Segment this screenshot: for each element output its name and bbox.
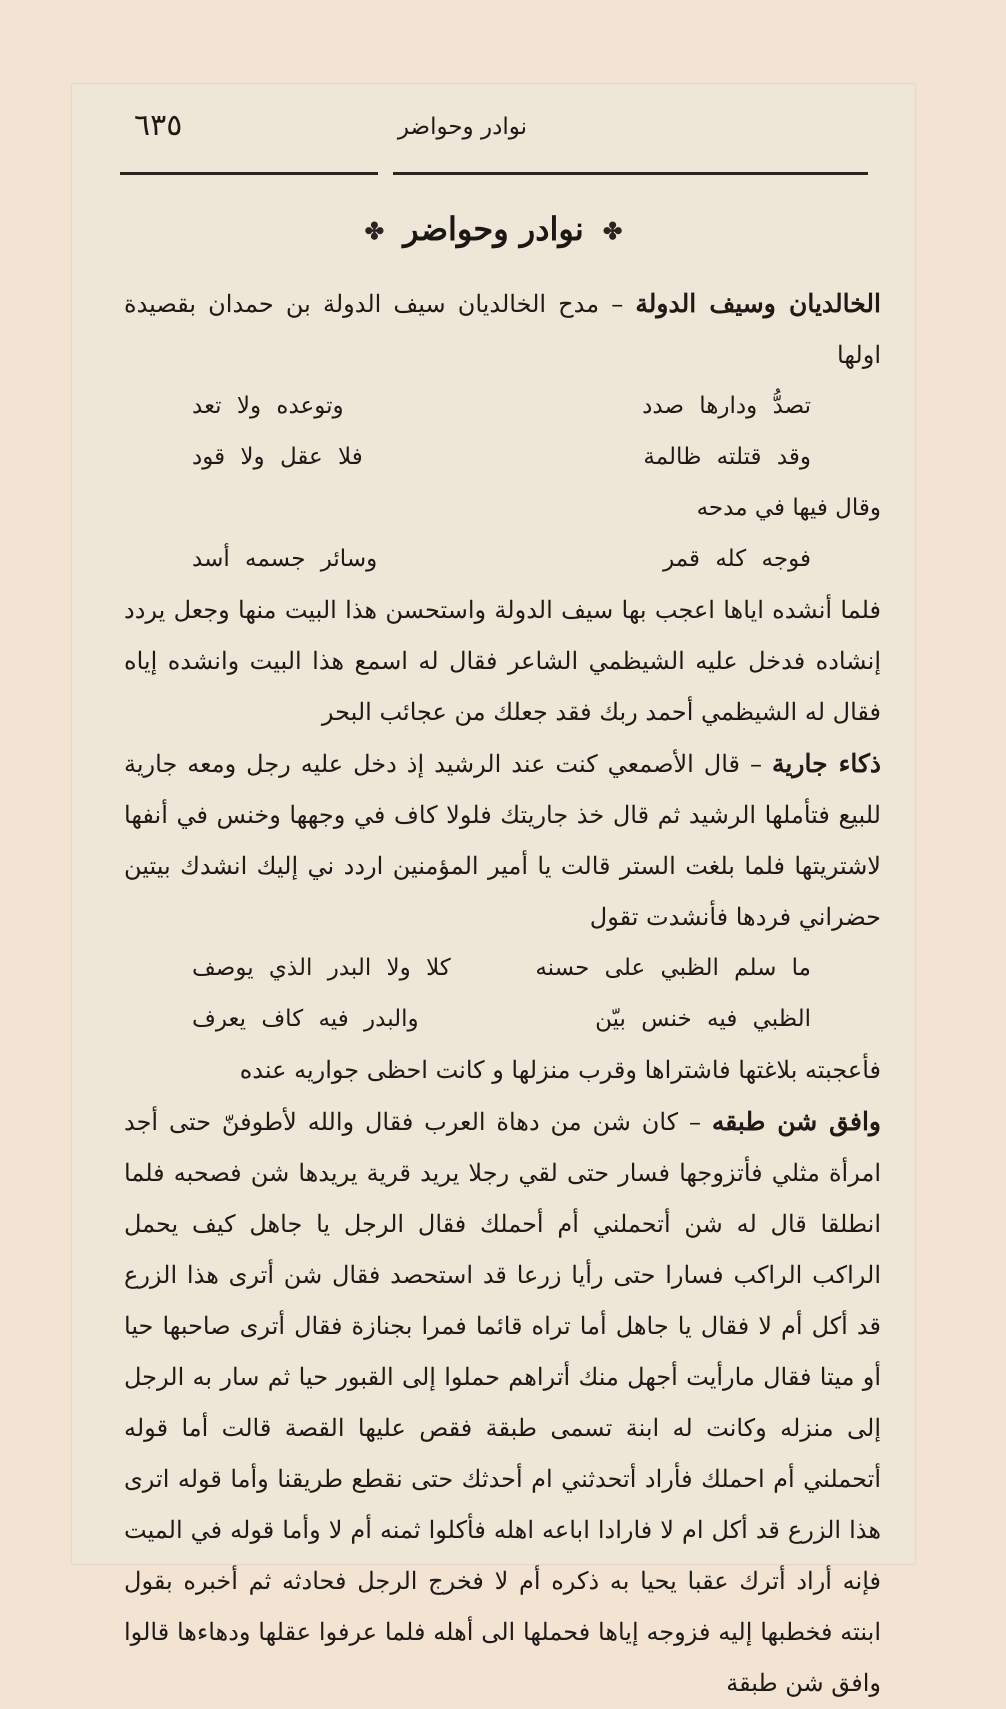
- paragraph: [124, 278, 881, 381]
- page-header: [120, 102, 867, 158]
- verse-first-hemistich: الظبي فيه خنس بيّن: [595, 1006, 811, 1032]
- verse-first-hemistich: ما سلم الظبي على حسنه: [535, 955, 811, 981]
- subhead: الخالديان وسيف الدولة: [635, 289, 881, 318]
- verse-line: [124, 432, 881, 483]
- paragraph: [124, 1096, 881, 1709]
- running-title: نوادر وحواضر: [397, 114, 527, 140]
- paragraph-text: – مدح الخالديان سيف الدولة بن حمدان بقصيدة اولها: [124, 290, 881, 369]
- subhead: وافق شن طبقه: [711, 1107, 882, 1136]
- paragraph-text: – كان شن من دهاة العرب فقال والله لأطوفنّ حتى أجد امرأة مثلي فأتزوجها فسار حتى لقي رجلا يريد قرية يريدها شن فصحبه فلما انطلقا قال له شن أتحملني أم أحملك فقال الرجل يا جاهل كيف يحمل الراكب الراكب فسارا حتى رأيا زرعا قد استحصد فقال شن أترى هذا الزرع قد أكل أم لا فقال يا جاهل أما تراه قائما فمرا بجنازة فقال أترى صاحبها حيا أو ميتا فقال مارأيت أجهل منك أتراهم حملوا إلى القبور حيا ثم سار به الرجل إلى منزله وكانت له ابنة تسمى طبقة فقص عليها القصة قالت أما قوله أتحملني أم احملك فأراد أتحدثني ام أحدثك حتى نقطع طريقنا وأما قوله اترى هذا الزرع قد أكل ام لا فارادا اباعه اهله فأكلوا ثمنه أم لا وأما قوله في الميت فإنه أراد أترك عقبا يحيا به ذكره أم لا فخرج الرجل فحادثه ثم أخبره بقول ابنته فخطبها إليه فزوجه إياها فحملها الى أهله فلما عرفوا عقلها ودهاءها قالوا وافق شن طبقة: [124, 1108, 881, 1697]
- header-rule-left: [120, 172, 378, 175]
- verse-second-hemistich: والبدر فيه كاف يعرف: [192, 1006, 419, 1032]
- verse-line: [124, 943, 881, 994]
- paragraph-text: فلما أنشده اياها اعجب بها سيف الدولة واستحسن هذا البيت منها وجعل يردد إنشاده فدخل عليه الشيظمي الشاعر فقال له اسمع هذا البيت وانشده إياه فقال له الشيظمي أحمد ربك فقد جعلك من عجائب البحر: [124, 596, 881, 726]
- verse-second-hemistich: كلا ولا البدر الذي يوصف: [192, 955, 451, 981]
- book-page: [72, 84, 915, 1697]
- paragraph-text: – قال الأصمعي كنت عند الرشيد إذ دخل عليه رجل ومعه جارية للبيع فتأملها الرشيد ثم قال خذ جاريتك فلولا كاف في وجهها وخنس في أنفها لاشتريتها فلما بلغت الستر قالت يا أمير المؤمنين اردد ني إليك انشدك بيتين حضراني فردها فأنشدت تقول: [124, 750, 881, 931]
- ornament-left-icon: ✤: [602, 218, 623, 245]
- page-body: [124, 278, 881, 1709]
- verse-first-hemistich: وقد قتلته ظالمة: [643, 444, 811, 470]
- verse-line: [124, 381, 881, 432]
- paragraph: [124, 585, 881, 738]
- verse-intro: وقال فيها في مدحه: [696, 495, 881, 521]
- page-number: ٦٣٥: [134, 108, 183, 143]
- verse-first-hemistich: فوجه كله قمر: [663, 546, 811, 572]
- paragraph-text: فأعجبته بلاغتها فاشتراها وقرب منزلها و كانت احظى جواريه عنده: [239, 1056, 881, 1084]
- header-rule-right: [393, 172, 868, 175]
- section-heading: [72, 210, 915, 248]
- subhead: ذكاء جارية: [772, 749, 882, 778]
- ornament-right-icon: ✤: [364, 218, 385, 245]
- verse-line: [124, 994, 881, 1045]
- verse-second-hemistich: وتوعده ولا تعد: [192, 393, 344, 419]
- verse-line: [124, 534, 881, 585]
- paragraph: [124, 1045, 881, 1096]
- verse-first-hemistich: تصدُّ ودارها صدد: [642, 393, 811, 419]
- section-title: نوادر وحواضر: [403, 210, 584, 248]
- verse-second-hemistich: فلا عقل ولا قود: [192, 444, 363, 470]
- verse-second-hemistich: وسائر جسمه أسد: [192, 546, 378, 572]
- paragraph: [124, 738, 881, 943]
